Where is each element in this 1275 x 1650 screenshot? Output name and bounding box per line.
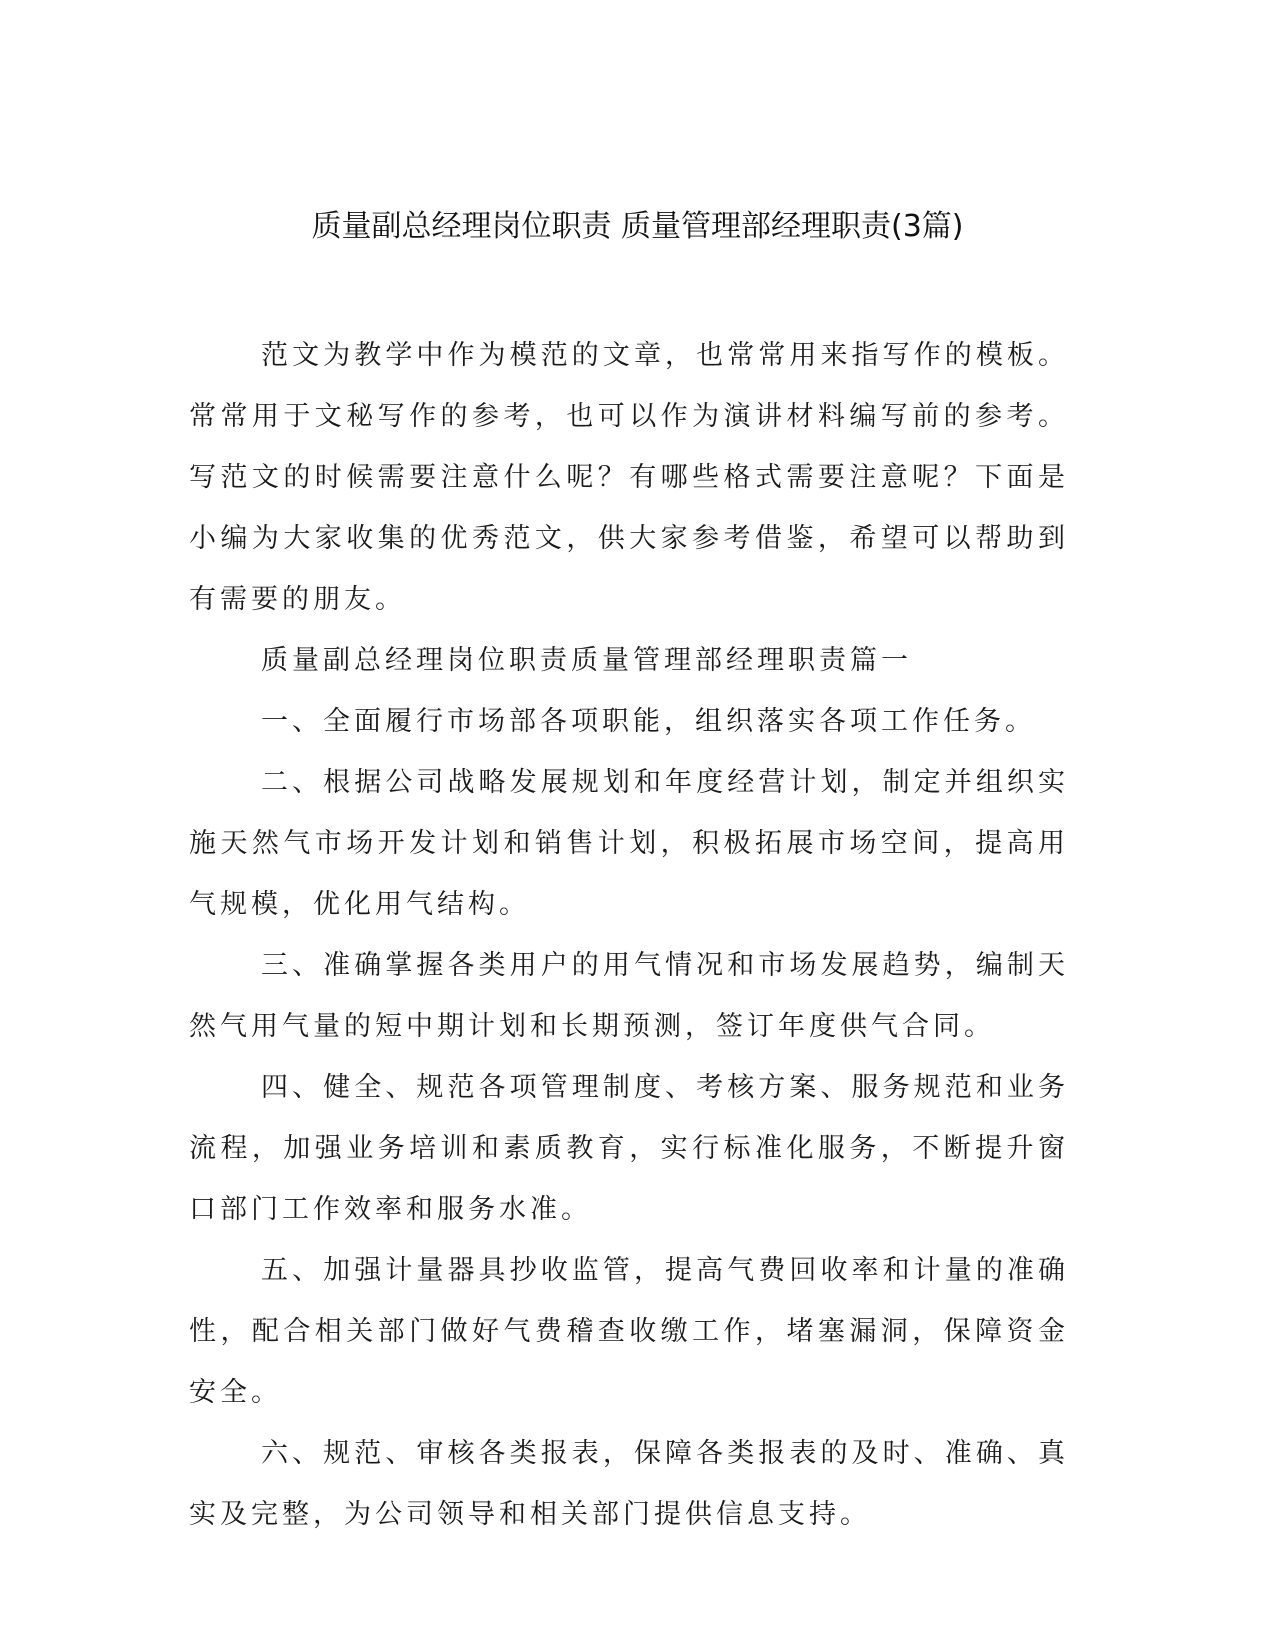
intro-paragraph: 范文为教学中作为模范的文章，也常常用来指写作的模板。常常用于文秘写作的参考，也可以作为演讲材料编写前的参考。写范文的时候需要注意什么呢？有哪些格式需要注意呢？下面是小编为大家收集的优秀范文，供大家参考借鉴，希望可以帮助到有需要的朋友。 <box>189 340 1069 615</box>
duty-item-4: 四、健全、规范各项管理制度、考核方案、服务规范和业务流程，加强业务培训和素质教育，实行标准化服务，不断提升窗口部门工作效率和服务水准。 <box>189 1072 1069 1225</box>
duty-item-6: 六、规范、审核各类报表，保障各类报表的及时、准确、真实及完整，为公司领导和相关部门提供信息支持。 <box>189 1438 1069 1530</box>
section-heading: 质量副总经理岗位职责质量管理部经理职责篇一 <box>261 645 912 676</box>
document-body <box>189 325 1069 1545</box>
duty-item-3: 三、准确掌握各类用户的用气情况和市场发展趋势，编制天然气用气量的短中期计划和长期预测，签订年度供气合同。 <box>189 950 1069 1042</box>
document-title: 质量副总经理岗位职责 质量管理部经理职责(3篇) <box>311 209 964 244</box>
duty-item-2: 二、根据公司战略发展规划和年度经营计划，制定并组织实施天然气市场开发计划和销售计划，积极拓展市场空间，提高用气规模，优化用气结构。 <box>189 767 1069 920</box>
duty-item-5: 五、加强计量器具抄收监管，提高气费回收率和计量的准确性，配合相关部门做好气费稽查收缴工作，堵塞漏洞，保障资金安全。 <box>189 1255 1069 1408</box>
duty-item-1: 一、全面履行市场部各项职能，组织落实各项工作任务。 <box>261 706 1036 737</box>
